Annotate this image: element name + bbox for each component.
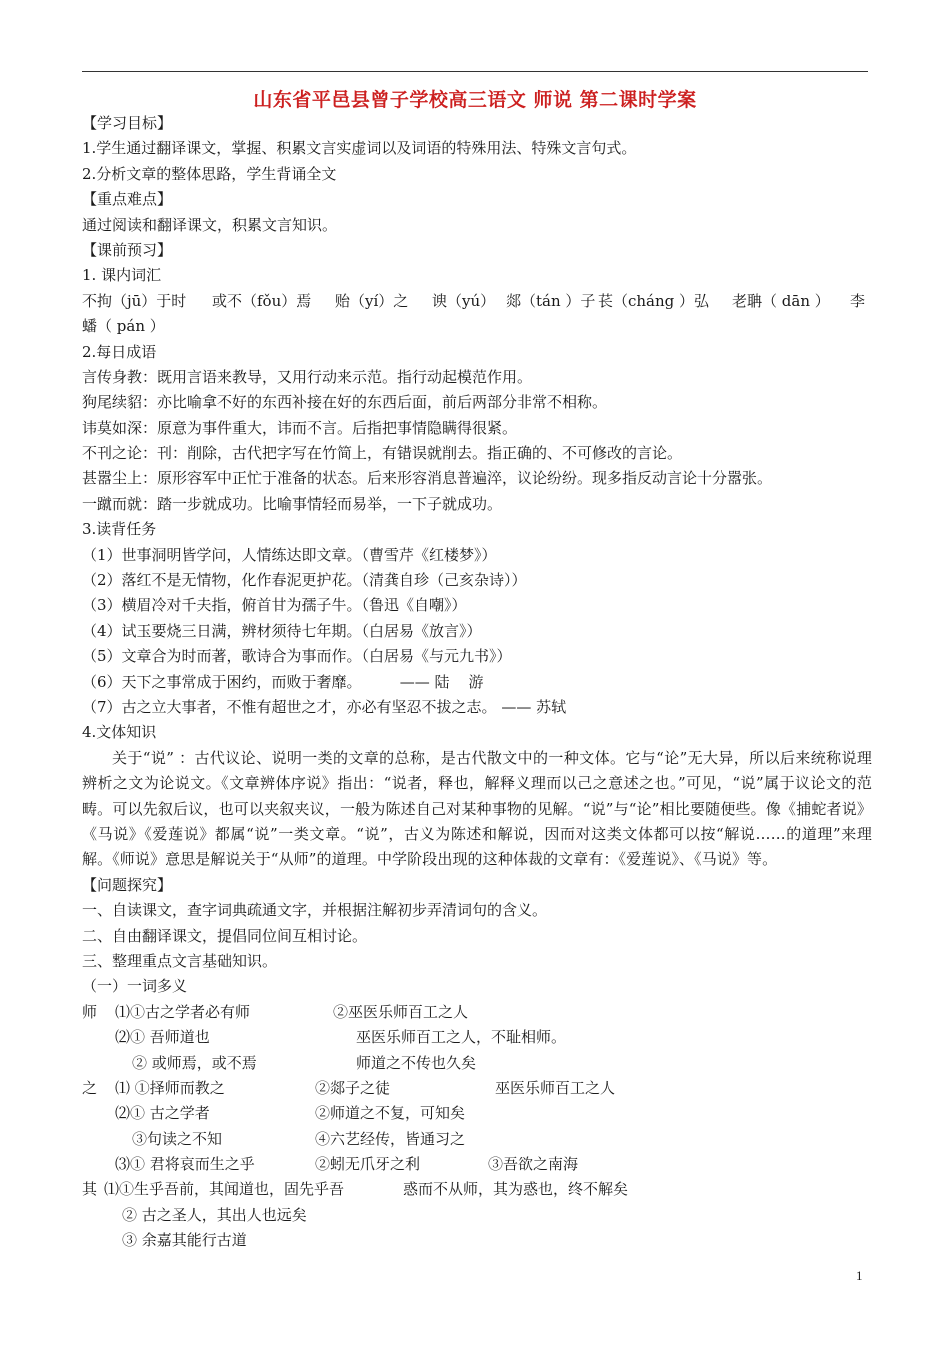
vocab-item: 谀（yú） xyxy=(432,291,496,310)
polysemy-example: ④六艺经传，皆通习之 xyxy=(315,1129,466,1148)
idiom-entry: 讳莫如深：原意为事件重大，讳而不言。后指把事情隐瞒得很紧。 xyxy=(82,418,518,437)
idiom-entry: 一蹴而就：踏一步就成功。比喻事情轻而易举，一下子就成功。 xyxy=(82,494,503,513)
polysemy-row xyxy=(82,1127,872,1152)
polysemy-row xyxy=(82,1051,872,1076)
polysemy-example: ②师道之不复，可知矣 xyxy=(315,1104,466,1123)
polysemy-example: ⑶① 君将哀而生之乎 xyxy=(115,1155,255,1174)
section-heading-objectives: 【学习目标】 xyxy=(82,114,173,132)
explore-step: 一、自读课文，查字词典疏通文字，并根据注解初步弄清词句的含义。 xyxy=(82,901,548,920)
explore-step: 三、整理重点文言基础知识。 xyxy=(82,951,278,970)
polysemy-heading: （一）一词多义 xyxy=(82,977,188,996)
vocab-item: 贻（yí）之 xyxy=(335,291,409,310)
polysemy-row xyxy=(82,1152,872,1177)
polysemy-row xyxy=(82,1025,872,1050)
recite-item: （2）落红不是无情物，化作春泥更护花。（清龚自珍（己亥杂诗）） xyxy=(82,571,527,590)
polysemy-example: ③句读之不知 xyxy=(132,1129,223,1148)
vocab-row xyxy=(82,289,872,314)
vocab-item: 或不（fǒu）焉 xyxy=(212,291,312,310)
vocab-heading: 1. 课内词汇 xyxy=(82,266,162,285)
polysemy-char: 其 xyxy=(82,1180,98,1199)
polysemy-row xyxy=(82,1101,872,1126)
polysemy-example: ⑴①生乎吾前，其闻道也，固先乎吾 xyxy=(104,1180,345,1199)
genre-paragraph: 关于“说” ：古代议论、说明一类的文章的总称，是古代散文中的一种文体。它与“论”无大异，所以后来统称说理辨析之文为论说文。《文章辨体序说》指出：“说者，释也，解释义理而以己之意述之也。”可见，“说”属于议论文的范畴。可以先叙后议，也可以夹叙夹议，一般为陈述自己对某种事物的见解。“说”与“论”相比要随便些。像《捕蛇者说》《马说》《爱莲说》都属“说”一类文章。“说”，古义为陈述和解说，因而对这类文体都可以按“解说……的道理”来理解。《师说》意思是解说关于“从师”的道理。中学阶段出现的这种体裁的文章有：《爱莲说》、《马说》等。 xyxy=(82,748,872,869)
polysemy-example: ③ 余嘉其能行古道 xyxy=(122,1231,247,1250)
recite-item: （7）古之立大事者，不惟有超世之才，亦必有坚忍不拔之志。 —— 苏轼 xyxy=(82,697,567,716)
polysemy-example: ⑵① 吾师道也 xyxy=(115,1028,210,1047)
polysemy-example: ②郯子之徒 xyxy=(315,1078,391,1097)
page-number: 1 xyxy=(856,1268,863,1283)
polysemy-example: ②巫医乐师百工之人 xyxy=(333,1002,469,1021)
explore-step: 二、自由翻译课文，提倡同位间互相讨论。 xyxy=(82,926,368,945)
recite-item: （4）试玉要烧三日满，辨材须待七年期。（白居易《放言》） xyxy=(82,621,482,640)
polysemy-row xyxy=(82,1076,872,1101)
polysemy-char: 之 xyxy=(82,1078,98,1097)
idiom-entry: 狗尾续貂：亦比喻拿不好的东西补接在好的东西后面，前后两部分非常不相称。 xyxy=(82,393,608,412)
vocab-item: 不拘（jū）于时 xyxy=(82,291,187,310)
section-heading-explore: 【问题探究】 xyxy=(82,875,173,894)
vocab-item: 李 xyxy=(850,291,866,310)
polysemy-example: ③吾欲之南海 xyxy=(488,1155,579,1174)
recite-item: （6）天下之事常成于困约，而败于奢靡。 —— 陆 游 xyxy=(82,672,484,691)
vocab-item: 郯（tán ）子 xyxy=(506,291,596,310)
polysemy-example: ② 或师焉，或不焉 xyxy=(132,1053,257,1072)
polysemy-example: 巫医乐师百工之人 xyxy=(495,1078,616,1097)
idioms-heading: 2.每日成语 xyxy=(82,342,157,361)
vocab-item: 老聃（ dān ） xyxy=(732,291,830,310)
recite-heading: 3.读背任务 xyxy=(82,520,157,539)
polysemy-char: 师 xyxy=(82,1002,98,1021)
vocab-item: 苌（cháng ）弘 xyxy=(598,291,710,310)
polysemy-example: ⑵① 古之学者 xyxy=(115,1104,210,1123)
polysemy-row xyxy=(82,1000,872,1025)
polysemy-example: 师道之不传也久矣 xyxy=(356,1053,477,1072)
page-title: 山东省平邑县曾子学校高三语文 师说 第二课时学案 xyxy=(253,89,697,111)
document-body xyxy=(82,111,872,1254)
polysemy-example: ⑴①古之学者必有师 xyxy=(115,1002,251,1021)
polysemy-row xyxy=(82,1228,872,1253)
section-heading-key-points: 【重点难点】 xyxy=(82,190,173,209)
polysemy-example: 惑而不从师，其为惑也，终不解矣 xyxy=(403,1180,629,1199)
objective-1: 1.学生通过翻译课文，掌握、积累文言实虚词以及词语的特殊用法、特殊文言句式。 xyxy=(82,139,637,158)
recite-item: （1）世事洞明皆学问，人情练达即文章。（曹雪芹《红楼梦》） xyxy=(82,545,497,564)
section-heading-preview: 【课前预习】 xyxy=(82,240,173,259)
recite-item: （3）横眉冷对千夫指，俯首甘为孺子牛。（鲁迅《自嘲》） xyxy=(82,596,467,615)
polysemy-example: ②蚓无爪牙之利 xyxy=(315,1155,421,1174)
genre-heading: 4.文体知识 xyxy=(82,723,157,742)
polysemy-example: ② 古之圣人，其出人也远矣 xyxy=(122,1205,307,1224)
header-rule xyxy=(82,71,868,72)
idiom-entry: 甚嚣尘上：原形容军中正忙于准备的状态。后来形容消息普遍淬，议论纷纷。现多指反动言论十分嚣张。 xyxy=(82,469,773,488)
polysemy-example: ⑴ ①择师而教之 xyxy=(115,1078,225,1097)
idiom-entry: 不刊之论：刊：削除，古代把字写在竹简上，有错误就削去。指正确的、不可修改的言论。 xyxy=(82,444,683,463)
polysemy-row xyxy=(82,1203,872,1228)
polysemy-example: 巫医乐师百工之人，不耻相师。 xyxy=(356,1028,567,1047)
vocab-row-continued: 蟠（ pán ） xyxy=(82,317,165,336)
idiom-entry: 言传身教：既用言语来教导，又用行动来示范。指行动起模范作用。 xyxy=(82,367,533,386)
recite-item: （5）文章合为时而著，歌诗合为事而作。（白居易《与元九书》） xyxy=(82,647,512,666)
polysemy-row xyxy=(82,1177,872,1202)
key-points-text: 通过阅读和翻译课文，积累文言知识。 xyxy=(82,215,338,234)
objective-2: 2.分析文章的整体思路，学生背诵全文 xyxy=(82,164,337,183)
